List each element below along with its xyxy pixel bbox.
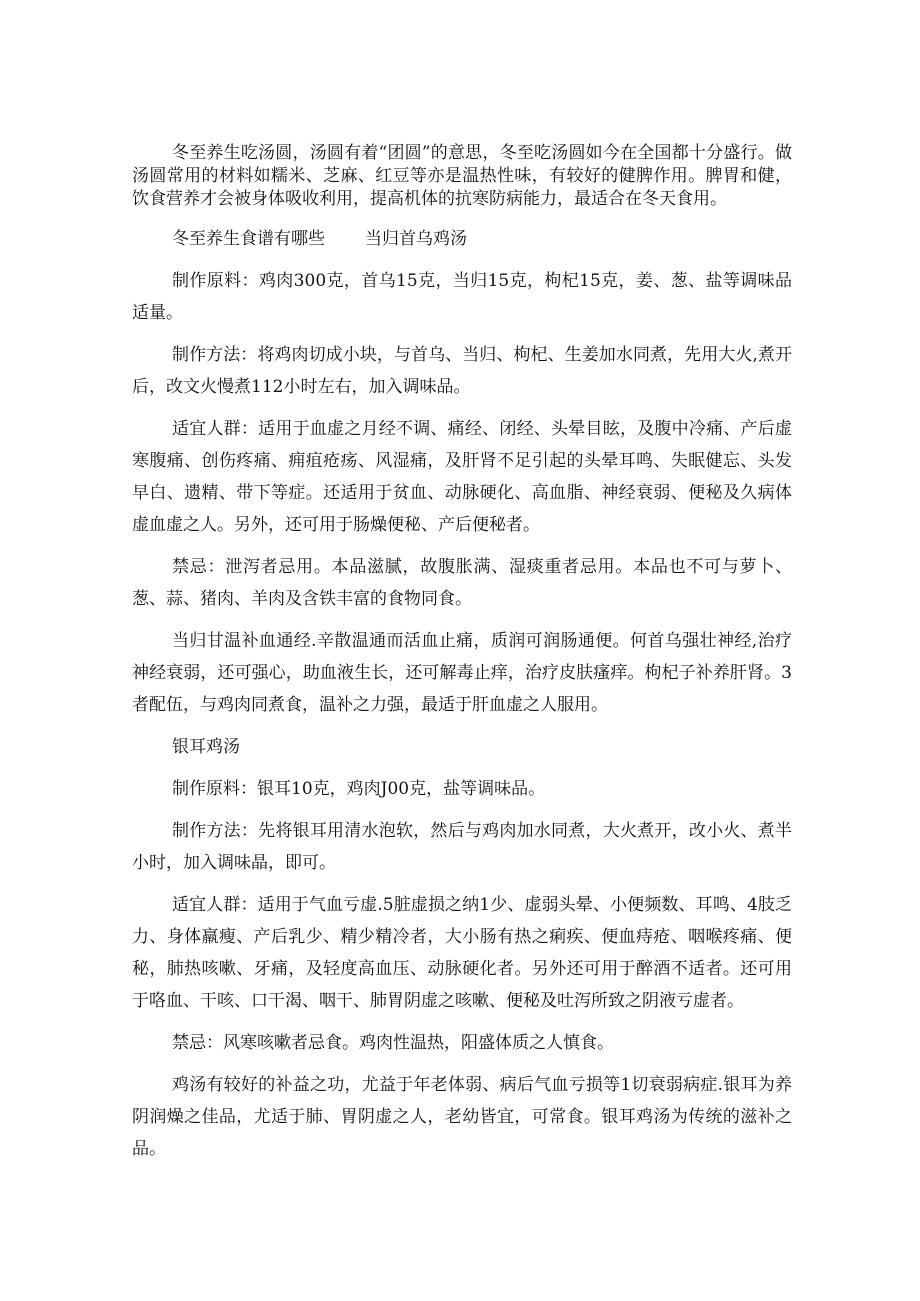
recipe2-suitable: 适宜人群：适用于气血亏虚.5脏虚损之纳1少、虚弱头晕、小便频数、耳鸣、4肢乏力、身体羸瘦、产后乳少、精少精冷者，大小肠有热之痢疾、便血痔疮、咽喉疼痛、便秘，肺热咳嗽、牙痛，及轻度高血压、动脉硬化者。另外还可用于醉酒不适者。还可用于咯血、干咳、口干渴、咽干、肺胃阴虚之咳嗽、便秘及吐泻所致之阴液亏虚者。 <box>132 895 792 1011</box>
recipe1-notes: 当归甘温补血通经.辛散温通而活血止痛，质润可润肠通便。何首乌强壮神经,治疗神经衰弱，还可强心，助血液生长，还可解毒止痒，治疗皮肤瘙痒。枸杞子补养肝肾。3者配伍，与鸡肉同煮食，温补之力强，最适于肝血虚之人服用。 <box>132 631 792 715</box>
recipe1-method: 制作方法：将鸡肉切成小块，与首乌、当归、枸杞、生姜加水同煮，先用大火,煮开后，改文火慢煮112小时左右，加入调味品。 <box>132 345 792 397</box>
recipe2-title: 银耳鸡汤 <box>172 737 240 757</box>
recipe1-taboo: 禁忌：泄泻者忌用。本品滋腻，故腹胀满、湿痰重者忌用。本品也不可与萝卜、葱、蒜、猪肉、羊肉及含铁丰富的食物同食。 <box>132 557 792 609</box>
recipe2-ingredients: 制作原料：银耳10克，鸡肉J00克，盐等调味品。 <box>172 779 546 799</box>
recipe1-suitable: 适宜人群：适用于血虚之月经不调、痛经、闭经、头晕目眩，及腹中冷痛、产后虚寒腹痛、创伤疼痛、痈疽疮疡、风湿痛，及肝肾不足引起的头晕耳鸣、失眠健忘、头发早白、遗精、带下等症。还适用于贫血、动脉硬化、高血脂、神经衰弱、便秘及久病体虚血虚之人。另外，还可用于肠燥便秘、产后便秘者。 <box>132 419 792 535</box>
intro-paragraph: 冬至养生吃汤圆，汤圆有着“团圆”的意思，冬至吃汤圆如今在全国都十分盛行。做汤圆常用的材料如糯米、芝麻、红豆等亦是温热性味，有较好的健脾作用。脾胃和健，饮食营养才会被身体吸收利用，提高机体的抗寒防病能力，最适合在冬天食用。 <box>132 143 792 209</box>
recipe2-taboo: 禁忌：风寒咳嗽者忌食。鸡肉性温热，阳盛体质之人慎食。 <box>172 1033 614 1053</box>
recipe2-notes: 鸡汤有较好的补益之功，尤益于年老体弱、病后气血亏损等1切衰弱病症.银耳为养阴润燥之佳品，尤适于肺、胃阴虚之人，老幼皆宜，可常食。银耳鸡汤为传统的滋补之品。 <box>132 1075 792 1159</box>
recipe1-title: 当归首乌鸡汤 <box>365 229 467 249</box>
recipe2-method: 制作方法：先将银耳用清水泡软，然后与鸡肉加水同煮，大火煮开，改小火、煮半小时，加入调味晶，即可。 <box>132 821 792 873</box>
section-title: 冬至养生食谱有哪些 <box>172 229 325 249</box>
recipe1-ingredients: 制作原料：鸡肉300克，首乌15克，当归15克，枸杞15克，姜、葱、盐等调味品适量。 <box>132 271 792 323</box>
document-page <box>132 142 792 1175</box>
section-heading-row <box>132 223 792 255</box>
